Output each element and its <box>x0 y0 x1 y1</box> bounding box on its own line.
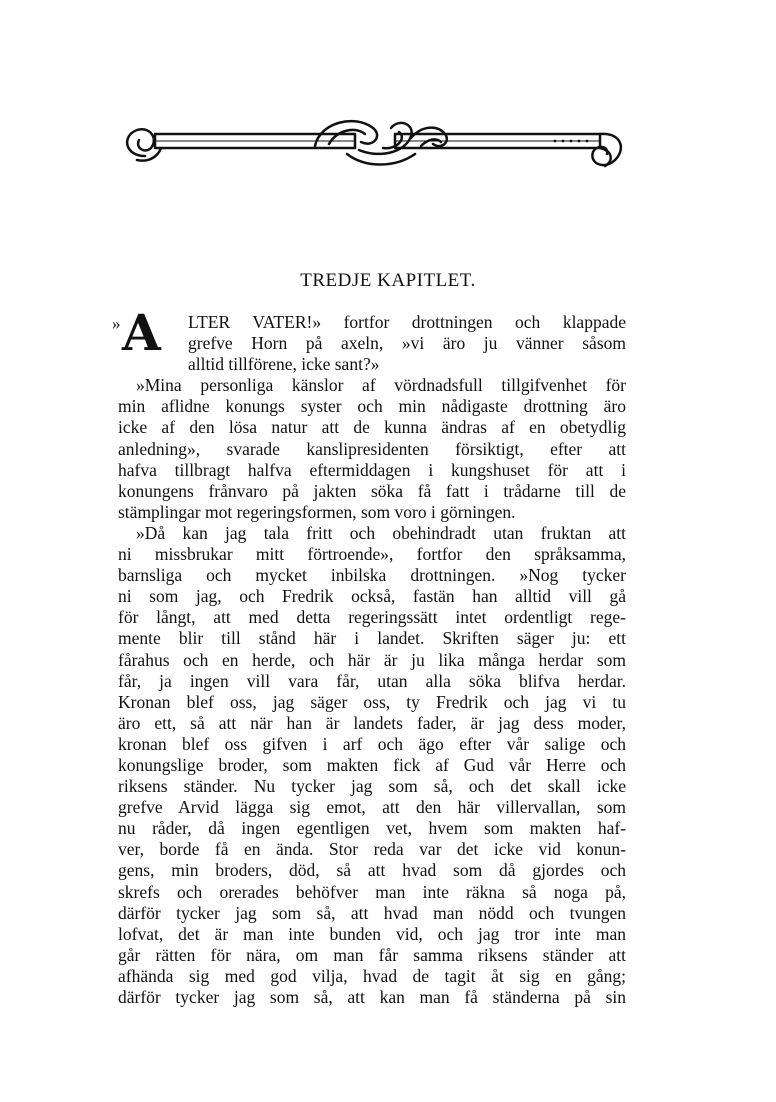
text-line: lofvat, det är man inte bunden vid, och jag tror inte man <box>118 923 626 944</box>
text-line: alltid tillförene, icke sant?» <box>188 354 380 375</box>
text-line: »Mina personliga känslor af vördnadsfull tillgifvenhet för <box>136 375 626 396</box>
body-text <box>112 303 626 1008</box>
header-ornament <box>115 108 630 178</box>
text-line: grefve Arvid lägga sig emot, att den här villervallan, som <box>118 797 626 818</box>
text-line: konungslige broder, som makten fick af Gud vår Herre och <box>118 754 626 775</box>
text-line: mente blir till stånd här i landet. Skriften säger ju: ett <box>118 628 626 649</box>
text-line: skrefs och orerades behöfver man inte räkna så noga på, <box>118 881 626 902</box>
text-line: äro ett, så att när han är landets fader, är jag dess moder, <box>118 712 626 733</box>
text-line: går rätten för nära, om man får samma riksens ständer att <box>118 944 626 965</box>
text-line: Kronan blef oss, jag säger oss, ty Fredrik och jag vi tu <box>118 691 626 712</box>
text-line: min aflidne konungs syster och min nådigaste drottning äro <box>118 396 626 417</box>
text-line: konungens frånvaro på jakten söka få fatt i trådarne till de <box>118 480 626 501</box>
text-line: »Då kan jag tala fritt och obehindradt utan fruktan att <box>136 522 626 543</box>
text-line: nu råder, då ingen egentligen vet, hvem som makten haf- <box>118 818 626 839</box>
text-line: kronan blef oss gifven i arf och ägo efter vår salige och <box>118 733 626 754</box>
text-line: hafva tillbragt halfva eftermiddagen i kungshuset för att i <box>118 459 626 480</box>
text-line: därför tycker jag som så, att hvad man nödd och tvungen <box>118 902 626 923</box>
text-lines <box>118 312 626 1008</box>
text-line: därför tycker jag som så, att kan man få ständerna på sin <box>118 987 626 1007</box>
text-line: grefve Horn på axeln, »vi äro ju vänner såsom <box>188 333 626 354</box>
text-line: icke af den lösa natur att de kunna ändras af en obetydlig <box>118 417 626 438</box>
text-line: för långt, att med detta regeringssätt intet ordentligt rege- <box>118 607 626 628</box>
chapter-title: TREDJE KAPITLET. <box>300 270 476 291</box>
text-line: ver, borde få en ända. Stor reda var det icke vid konun- <box>118 839 626 860</box>
text-line: afhända sig med god vilja, hvad de tagit åt sig en gång; <box>118 965 626 986</box>
text-line: LTER VATER!» fortfor drottningen och klappade <box>188 312 626 332</box>
text-line: anledning», svarade kanslipresidenten försiktigt, efter att <box>118 438 626 459</box>
text-line: barnsliga och mycket inbilska drottningen. »Nog tycker <box>118 565 626 586</box>
text-line: får, ja ingen vill vara får, utan alla söka blifva herdar. <box>118 670 626 691</box>
text-line: stämplingar mot regeringsformen, som voro i görningen. <box>118 501 516 522</box>
text-line: ni missbrukar mitt förtroende», fortfor den språksamma, <box>118 544 626 565</box>
text-line: fårahus och en herde, och här är ju lika många herdar som <box>118 649 626 670</box>
text-line: gens, min broders, död, så att hvad som då gjordes och <box>118 860 626 881</box>
opening-quote: » <box>112 314 121 333</box>
text-line: riksens ständer. Nu tycker jag som så, och det skall icke <box>118 776 626 797</box>
text-line: ni som jag, och Fredrik också, fastän han alltid vill gå <box>118 586 626 607</box>
drop-cap-letter: A <box>122 303 161 362</box>
